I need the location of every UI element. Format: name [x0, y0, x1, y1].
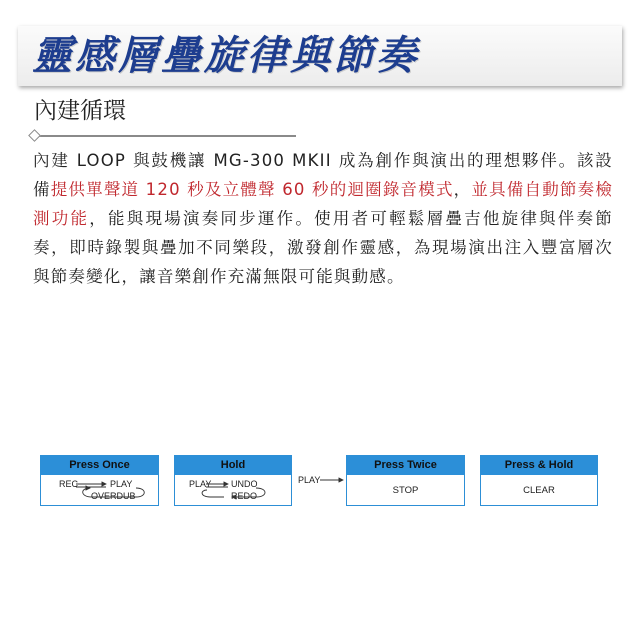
overdub-label: OVERDUB	[91, 491, 136, 501]
highlight-loop-modes: 提供單聲道 120 秒及立體聲 60 秒的迴圈錄音模式	[50, 180, 454, 199]
hold-header: Hold	[175, 456, 291, 475]
press-once-header: Press Once	[41, 456, 158, 475]
clear-label: CLEAR	[523, 485, 555, 496]
redo-loop-return-icon	[202, 490, 224, 497]
banner-title: 靈感層疊旋律與節奏	[32, 32, 419, 79]
play-transition-label: PLAY	[298, 475, 321, 485]
play-to-undo-arrow-icon	[206, 484, 228, 487]
rec-label: REC	[59, 479, 79, 489]
highlight-auto-tempo: 並具備自動節奏檢測功能	[33, 180, 614, 228]
stop-label: STOP	[392, 485, 419, 496]
play-label: PLAY	[110, 479, 133, 489]
press-twice-header: Press Twice	[347, 456, 464, 475]
undo-label: UNDO	[231, 479, 258, 489]
paragraph-separator: ，	[453, 180, 472, 199]
hold-play-label: PLAY	[189, 479, 212, 489]
overdub-loop-arrow-icon	[83, 488, 145, 497]
section-heading: 內建循環	[34, 98, 126, 124]
paragraph-rest: ，能與現場演奏同步運作。使用者可輕鬆層疊吉他旋律與伴奏節奏，即時錄製與疊加不同樂段，激發創作靈感，為現場演出注入豐富層次與節奏變化，讓音樂創作充滿無限可能與動感。	[33, 209, 613, 286]
rec-to-play-arrow-icon	[76, 484, 106, 487]
paragraph-intro: 內建 LOOP 與鼓機讓 MG-300 MKII 成為創作與演出的理想夥伴。該設備	[33, 151, 613, 199]
press-hold-header: Press & Hold	[481, 456, 597, 475]
redo-loop-arrow-icon	[232, 488, 265, 497]
redo-label: REDO	[231, 491, 258, 501]
